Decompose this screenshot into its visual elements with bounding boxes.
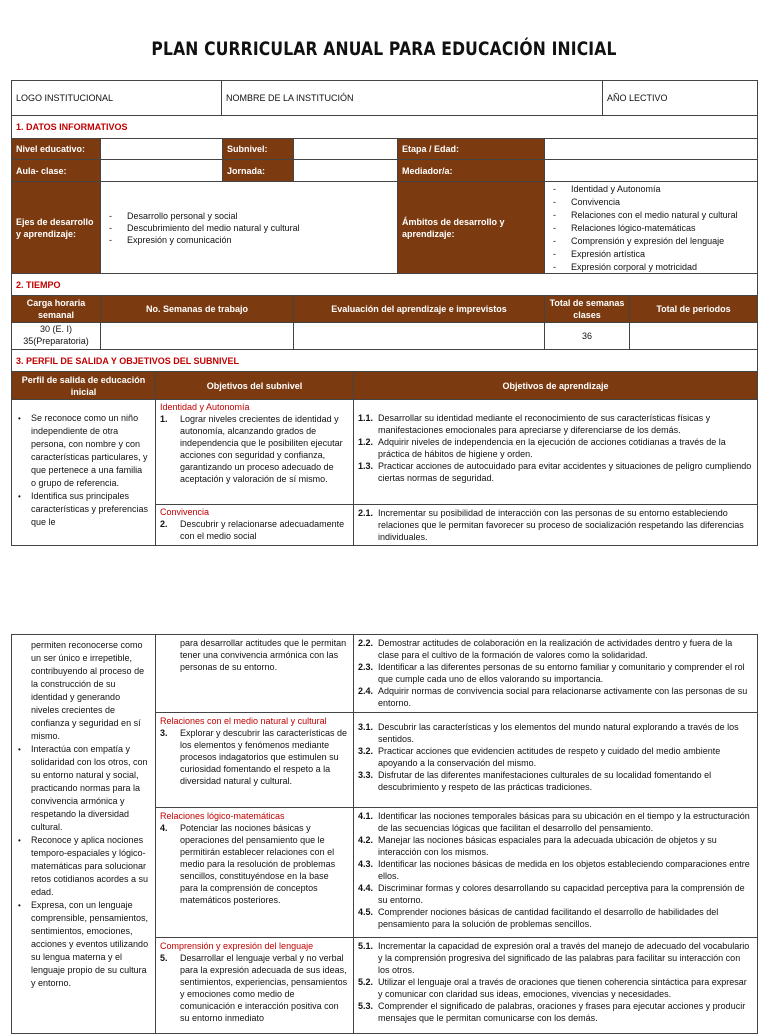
- aprendizaje-number: 3.3.: [358, 770, 374, 780]
- eje-item: - Desarrollo personal y social: [105, 210, 300, 222]
- aprendizaje-text: Identificar las nociones temporales básicas para su ubicación en el tiempo y la estructuración de las secuencias lógicas que facilitan el desarrollo del pensamiento.: [378, 811, 750, 833]
- ambito-lenguaje: Comprensión y expresión del lenguaje: [160, 941, 314, 951]
- identidad-aprendizaje-cell: [353, 399, 758, 505]
- aprendizaje-number: 4.4.: [358, 883, 374, 893]
- aprendizaje-item: [358, 976, 753, 1000]
- objetivo-num-2: 2.: [160, 519, 168, 529]
- aprendizaje-item: [358, 906, 753, 930]
- logico-subnivel-cell: [155, 807, 354, 938]
- ambito-medio: Relaciones con el medio natural y cultural: [160, 716, 327, 726]
- page-title: PLAN CURRICULAR ANUAL PARA EDUCACIÓN INICIAL: [151, 38, 617, 60]
- etapa-field[interactable]: [544, 138, 758, 160]
- aprendizaje-number: 2.1.: [358, 508, 374, 518]
- ejes-label: Ejes de desarrollo y aprendizaje:: [11, 181, 101, 274]
- year-cell: AÑO LECTIVO: [602, 80, 758, 116]
- evaluacion-header: Evaluación del aprendizaje e imprevistos: [293, 295, 545, 323]
- objetivo-num-4: 4.: [160, 823, 168, 833]
- aprendizaje-text: Incrementar su posibilidad de interacción con las personas de su entorno estableciendo relaciones que le permitan favorecer su proceso de socialización respetando las diferencias individuales.: [378, 508, 744, 542]
- convivencia-aprendizaje-cell-p1: [353, 504, 758, 546]
- aprendizaje-item: [358, 637, 753, 661]
- objetivo-medio: Explorar y descubrir las características de los elementos y fenómenos mediante procesos indagatorios que estimulen su curiosidad fomentando el respeto a la diversidad natural y cultural.: [180, 728, 348, 786]
- aprendizaje-logico-list: [358, 810, 753, 930]
- aprendizaje-number: 1.2.: [358, 437, 374, 447]
- total-periodos-value[interactable]: [629, 322, 758, 350]
- ejes-list: [105, 210, 300, 246]
- nivel-field[interactable]: [100, 138, 223, 160]
- institution-cell: NOMBRE DE LA INSTITUCIÓN: [221, 80, 603, 116]
- aprendizaje-text: Utilizar el lenguaje oral a través de oraciones que tienen coherencia sintáctica para expresar y comunicar con claridad sus ideas, emociones, vivencias y necesidades.: [378, 977, 747, 999]
- perfil-item: • Expresa, con un lenguaje comprensible, pensamientos, sentimientos, emociones, acciones y eventos utilizando su lengua materna y el lenguaje propio de su cultura y entorno.: [18, 899, 149, 990]
- aprendizaje-text: Comprender el significado de palabras, oraciones y frases para ejecutar acciones y producir mensajes que le permitan comunicarse con los demás.: [378, 1001, 746, 1023]
- aprendizaje-item: [358, 858, 753, 882]
- perfil-item: • Interactúa con empatía y solidaridad con los otros, con su entorno natural y social, practicando normas para la convivencia armónica y respetando la diversidad cultural.: [18, 743, 149, 834]
- ejes-list-cell: [100, 181, 398, 274]
- objetivo-identidad: Lograr niveles crecientes de identidad y autonomía, alcanzando grados de independencia que le posibiliten ejecutar acciones con seguridad y confianza, garantizando un proceso adecuado de aceptación y valoración de sí mismo.: [180, 414, 343, 484]
- aprendizaje-text: Identificar las nociones básicas de medida en los objetos estableciendo comparaciones entre ellos.: [378, 859, 750, 881]
- aprendizaje-number: 3.2.: [358, 746, 374, 756]
- ambitos-list-cell: [544, 181, 758, 274]
- section-datos-title: 1. DATOS INFORMATIVOS: [11, 115, 758, 139]
- total-semanas-header: Total de semanas clases: [544, 295, 630, 323]
- perfil-list-p2: [18, 743, 149, 990]
- ambito-item: - Relaciones con el medio natural y cultural: [549, 209, 753, 222]
- section-perfil-title: 3. PERFIL DE SALIDA Y OBJETIVOS DEL SUBNIVEL: [11, 349, 758, 372]
- jornada-field[interactable]: [293, 159, 398, 182]
- aprendizaje-number: 2.3.: [358, 662, 374, 672]
- eje-item: - Expresión y comunicación: [105, 234, 300, 246]
- aprendizaje-item: [358, 1000, 753, 1024]
- convivencia-subnivel-cell-p1: [155, 504, 354, 546]
- carga-value-cell: [11, 322, 101, 350]
- aprendizaje-number: 4.1.: [358, 811, 374, 821]
- aprendizaje-item: [358, 507, 753, 543]
- medio-aprendizaje-cell: [353, 712, 758, 808]
- objetivos-aprendizaje-header: Objetivos de aprendizaje: [353, 371, 758, 400]
- aprendizaje-identidad-list: [358, 412, 753, 484]
- aula-label: Aula- clase:: [11, 159, 101, 182]
- aprendizaje-text: Identificar a las diferentes personas de su entorno familiar y comunitario y comprender el rol que cumple cada uno de ellos valorando su importancia.: [378, 662, 745, 684]
- aprendizaje-convivencia-list-p1: [358, 507, 753, 543]
- objetivo-num-5: 5.: [160, 953, 168, 963]
- aprendizaje-item: [358, 810, 753, 834]
- aprendizaje-text: Demostrar actitudes de colaboración en la realización de actividades dentro y fuera de la clase para el cultivo de la formación de valores como la solidaridad.: [378, 638, 733, 660]
- objetivo-convivencia-p2: para desarrollar actitudes que le permitan tener una convivencia armónica con las personas de su entorno.: [180, 638, 347, 672]
- aprendizaje-number: 1.3.: [358, 461, 374, 471]
- aprendizaje-number: 5.1.: [358, 941, 374, 951]
- ambito-convivencia: Convivencia: [160, 507, 210, 517]
- total-semanas-value: 36: [544, 322, 630, 350]
- etapa-label: Etapa / Edad:: [397, 138, 545, 160]
- convivencia-subnivel-cell-p2: [155, 634, 354, 713]
- aprendizaje-medio-list: [358, 721, 753, 793]
- convivencia-aprendizaje-cell-p2: [353, 634, 758, 713]
- subnivel-field[interactable]: [293, 138, 398, 160]
- eje-item: - Descubrimiento del medio natural y cultural: [105, 222, 300, 234]
- aprendizaje-item: [358, 940, 753, 976]
- aprendizaje-item: [358, 685, 753, 709]
- aprendizaje-item: [358, 769, 753, 793]
- aprendizaje-number: 4.2.: [358, 835, 374, 845]
- semanas-header: No. Semanas de trabajo: [100, 295, 294, 323]
- aprendizaje-item: [358, 745, 753, 769]
- ambitos-label: Ámbitos de desarrollo y aprendizaje:: [397, 181, 545, 274]
- aprendizaje-text: Adquirir normas de convivencia social para relacionarse activamente con las personas de su entorno.: [378, 686, 748, 708]
- ambito-logico: Relaciones lógico-matemáticas: [160, 811, 285, 821]
- ambito-item: - Identidad y Autonomía: [549, 183, 753, 196]
- carga-header: Carga horaria semanal: [11, 295, 101, 323]
- perfil-item: • Se reconoce como un niño independiente de otra persona, con nombre y con características particulares, y que pertenece a una familia o grupo de referencia.: [18, 412, 149, 490]
- objetivos-subnivel-header: Objetivos del subnivel: [155, 371, 354, 400]
- perfil-header: Perfil de salida de educación inicial: [11, 371, 156, 400]
- aprendizaje-text: Adquirir niveles de independencia en la ejecución de acciones cotidianas a través de la práctica de hábitos de higiene y orden.: [378, 437, 726, 459]
- ambito-identidad: Identidad y Autonomía: [160, 402, 250, 412]
- ambito-item: - Convivencia: [549, 196, 753, 209]
- subnivel-label: Subnivel:: [222, 138, 294, 160]
- objetivo-convivencia-p1: Descubrir y relacionarse adecuadamente con el medio social: [180, 519, 345, 541]
- ambito-item: - Relaciones lógico-matemáticas: [549, 222, 753, 235]
- aprendizaje-lenguaje-list: [358, 940, 753, 1024]
- nivel-label: Nivel educativo:: [11, 138, 101, 160]
- carga-value-ei: 30 (E. I): [39, 324, 72, 334]
- aprendizaje-number: 1.1.: [358, 413, 374, 423]
- lenguaje-aprendizaje-cell: [353, 937, 758, 1034]
- aprendizaje-item: [358, 834, 753, 858]
- aprendizaje-text: Incrementar la capacidad de expresión oral a través del manejo de adecuado del vocabulario y la comprensión progresiva del significado de las palabras para facilitar su interacción con los otros.: [378, 941, 750, 975]
- section-tiempo-title: 2. TIEMPO: [11, 273, 758, 296]
- aprendizaje-text: Manejar las nociones básicas espaciales para la adecuada ubicación de objetos y su interacción con los mismos.: [378, 835, 717, 857]
- perfil-item: • Identifica sus principales características y preferencias que le: [18, 490, 149, 529]
- semanas-value[interactable]: [100, 322, 294, 350]
- aprendizaje-convivencia-list-p2: [358, 637, 753, 709]
- aprendizaje-number: 5.3.: [358, 1001, 374, 1011]
- aprendizaje-number: 4.3.: [358, 859, 374, 869]
- aprendizaje-item: [358, 661, 753, 685]
- aprendizaje-text: Descubrir las características y los elementos del mundo natural explorando a través de los sentidos.: [378, 722, 739, 744]
- aprendizaje-number: 4.5.: [358, 907, 374, 917]
- perfil-cell-p1: [11, 399, 156, 546]
- objetivo-lenguaje: Desarrollar el lenguaje verbal y no verbal para la expresión adecuada de sus ideas, sentimientos, experiencias, pensamientos y emociones como medio de comunicación e interacción positiva con su entorno inmediato: [180, 953, 348, 1023]
- aprendizaje-number: 3.1.: [358, 722, 374, 732]
- perfil-continuation: permiten reconocerse como un ser único e irrepetible, contribuyendo al proceso de la construcción de su identidad y generando niveles crecientes de confianza y seguridad en sí mismo.: [31, 640, 145, 741]
- ambito-item: - Expresión corporal y motricidad: [549, 261, 753, 274]
- aprendizaje-item: [358, 436, 753, 460]
- perfil-cell-p2: [11, 634, 156, 1034]
- aprendizaje-number: 5.2.: [358, 977, 374, 987]
- aprendizaje-text: Practicar acciones que evidencien actitudes de respeto y cuidado del medio ambiente apoyando a la conservación del mismo.: [378, 746, 721, 768]
- objetivo-num-3: 3.: [160, 728, 168, 738]
- mediador-label: Mediador/a:: [397, 159, 545, 182]
- aprendizaje-text: Disfrutar de las diferentes manifestaciones culturales de su localidad fomentando el descubrimiento y respeto de las prácticas tradiciones.: [378, 770, 712, 792]
- medio-subnivel-cell: [155, 712, 354, 808]
- mediador-field[interactable]: [544, 159, 758, 182]
- logo-cell: LOGO INSTITUCIONAL: [11, 80, 222, 116]
- aula-field[interactable]: [100, 159, 223, 182]
- lenguaje-subnivel-cell: [155, 937, 354, 1034]
- ambito-item: - Expresión artística: [549, 248, 753, 261]
- carga-value-prep: 35(Preparatoria): [23, 336, 89, 346]
- perfil-item: • Reconoce y aplica nociones temporo-espaciales y lógico-matemáticas para solucionar retos cotidianos acordes a su edad.: [18, 834, 149, 899]
- ambitos-list: [549, 183, 753, 274]
- total-periodos-header: Total de periodos: [629, 295, 758, 323]
- objetivo-num-1: 1.: [160, 414, 168, 424]
- evaluacion-value[interactable]: [293, 322, 545, 350]
- perfil-list-p1: [18, 412, 149, 529]
- aprendizaje-number: 2.4.: [358, 686, 374, 696]
- aprendizaje-text: Discriminar formas y colores desarrollando su capacidad perceptiva para la comprensión de su entorno.: [378, 883, 745, 905]
- aprendizaje-item: [358, 721, 753, 745]
- ambito-item: - Comprensión y expresión del lenguaje: [549, 235, 753, 248]
- aprendizaje-text: Practicar acciones de autocuidado para evitar accidentes y situaciones de peligro cumpliendo ciertas normas de seguridad.: [378, 461, 752, 483]
- identidad-subnivel-cell: [155, 399, 354, 505]
- jornada-label: Jornada:: [222, 159, 294, 182]
- aprendizaje-text: Comprender nociones básicas de cantidad facilitando el desarrollo de habilidades del pensamiento para la solución de problemas sencillos.: [378, 907, 719, 929]
- aprendizaje-number: 2.2.: [358, 638, 374, 648]
- aprendizaje-item: [358, 882, 753, 906]
- aprendizaje-text: Desarrollar su identidad mediante el reconocimiento de sus características físicas y manifestaciones emocionales para apreciarse y diferenciarse de los demás.: [378, 413, 711, 435]
- logico-aprendizaje-cell: [353, 807, 758, 938]
- objetivo-logico: Potenciar las nociones básicas y operaciones del pensamiento que le permitirán establecer relaciones con el medio para la resolución de problemas sencillos, constituyéndose en la base para la comprensión de conceptos matemáticos posteriores.: [180, 823, 336, 905]
- aprendizaje-item: [358, 412, 753, 436]
- aprendizaje-item: [358, 460, 753, 484]
